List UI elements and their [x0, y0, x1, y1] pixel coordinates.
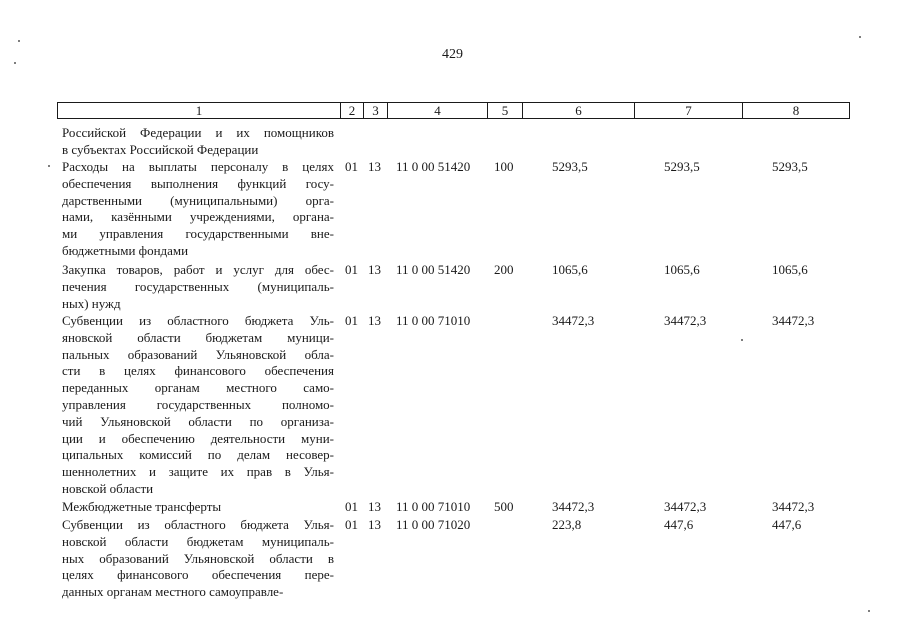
row-section: 01	[345, 159, 358, 174]
row-value-col7: 447,6	[664, 517, 694, 532]
row-name	[62, 517, 334, 601]
header-col-3: 3	[364, 103, 388, 118]
row-name-line: обеспечения выполнения функций госу-	[62, 175, 334, 191]
row-name-line: ципальных комиссий по делам несовер-	[62, 447, 334, 463]
row-subsection: 13	[368, 313, 381, 328]
row-value-col8: 34472,3	[772, 499, 815, 514]
header-col-7: 7	[635, 103, 743, 118]
row-name-line: целях финансового обеспечения пере-	[62, 567, 334, 583]
header-col-8: 8	[792, 103, 800, 118]
row-name-line: Субвенции из областного бюджета Уль-	[62, 313, 334, 328]
row-name-line: в субъектах Российской Федерации	[62, 141, 259, 157]
row-name-line: бюджетными фондами	[62, 242, 189, 258]
row-value-col7: 5293,5	[664, 159, 700, 174]
row-value-col8: 1065,6	[772, 262, 808, 277]
row-name-line: новской области	[62, 480, 154, 496]
row-target-article: 11 0 00 71010	[396, 313, 471, 328]
row-target-article: 11 0 00 51420	[396, 159, 471, 174]
row-name-line: переданных органам местного само-	[62, 380, 334, 396]
row-section: 01	[345, 313, 358, 328]
row-value-col7: 34472,3	[664, 313, 707, 328]
page-number: 429	[442, 47, 463, 62]
row-name-line: Закупка товаров, работ и услуг для обес-	[62, 262, 334, 277]
row-section: 01	[345, 517, 358, 532]
row-expense-type: 100	[494, 159, 514, 174]
row-name-line: чий Ульяновской области по организа-	[62, 413, 334, 429]
scan-speck	[48, 165, 50, 167]
row-name-line: Субвенции из областного бюджета Улья-	[62, 517, 334, 532]
row-name	[62, 262, 334, 312]
row-value-col8: 34472,3	[772, 313, 815, 328]
row-section: 01	[345, 262, 358, 277]
row-target-article: 11 0 00 51420	[396, 262, 471, 277]
row-name-line: пальных образований Ульяновской обла-	[62, 346, 334, 362]
row-name	[62, 159, 334, 260]
row-value-col6: 5293,5	[552, 159, 588, 174]
row-name-line: сти в целях финансового обеспечения	[62, 363, 334, 379]
header-col-1: 1	[58, 103, 341, 118]
header-col-6: 6	[523, 103, 635, 118]
row-name-line: дарственными (муниципальными) орга-	[62, 192, 334, 208]
row-name-line: ных) нужд	[62, 295, 121, 311]
row-name-line: ных образований Ульяновской области в	[62, 550, 334, 566]
row-subsection: 13	[368, 159, 381, 174]
row-subsection: 13	[368, 262, 381, 277]
row-subsection: 13	[368, 517, 381, 532]
header-col-4: 4	[388, 103, 488, 118]
row-name-line: печения государственных (муниципаль-	[62, 278, 334, 294]
row-name-line: данных органам местного самоуправле-	[62, 584, 284, 600]
row-name-line: ции и обеспечению деятельности муни-	[62, 430, 334, 446]
row-target-article: 11 0 00 71020	[396, 517, 471, 532]
row-value-col7: 34472,3	[664, 499, 707, 514]
row-name-line: Российской Федерации и их помощников	[62, 125, 334, 140]
row-name-line: управления государственных полномо-	[62, 396, 334, 412]
scan-speck	[741, 339, 743, 341]
row-expense-type: 200	[494, 262, 514, 277]
row-name-line: яновской области бюджетам муници-	[62, 329, 334, 345]
scan-speck	[18, 40, 20, 42]
row-value-col8: 5293,5	[772, 159, 808, 174]
scan-speck	[14, 62, 16, 64]
table-header	[57, 102, 850, 119]
row-name-line: Межбюджетные трансферты	[62, 499, 222, 514]
row-name	[62, 313, 334, 498]
row-value-col7: 1065,6	[664, 262, 700, 277]
row-expense-type: 500	[494, 499, 514, 514]
row-value-col6: 34472,3	[552, 499, 595, 514]
row-value-col6: 34472,3	[552, 313, 595, 328]
header-col-2: 2	[341, 103, 364, 118]
row-name-line: Расходы на выплаты персоналу в целях	[62, 159, 334, 174]
scan-speck	[868, 610, 870, 612]
row-name-line: новской области бюджетам муниципаль-	[62, 533, 334, 549]
row-name-line: нами, казёнными учреждениями, органа-	[62, 209, 334, 225]
row-name-line: ми управления государственными вне-	[62, 226, 334, 242]
scan-speck	[859, 36, 861, 38]
header-col-5: 5	[488, 103, 523, 118]
row-value-col6: 1065,6	[552, 262, 588, 277]
row-name	[62, 499, 334, 516]
row-value-col8: 447,6	[772, 517, 802, 532]
row-name-line: шеннолетних и защите их прав в Улья-	[62, 464, 334, 480]
row-target-article: 11 0 00 71010	[396, 499, 471, 514]
row-value-col6: 223,8	[552, 517, 582, 532]
row-section: 01	[345, 499, 358, 514]
row-subsection: 13	[368, 499, 381, 514]
row-name	[62, 125, 334, 159]
